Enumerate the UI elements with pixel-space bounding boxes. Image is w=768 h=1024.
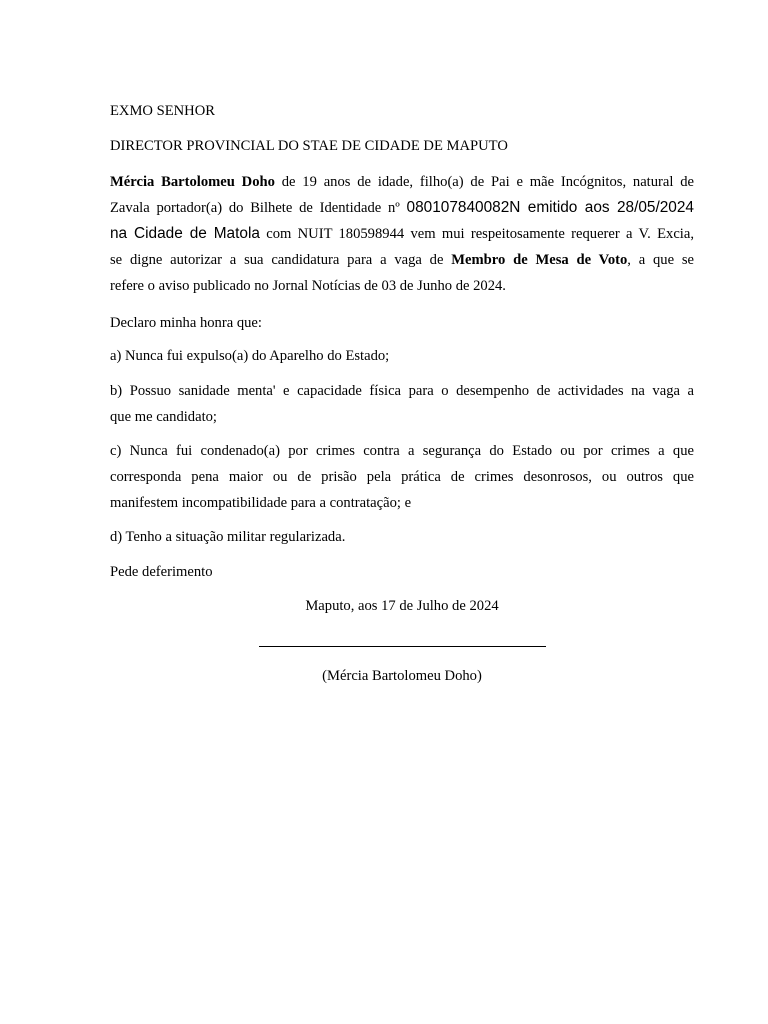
signature-name: (Mércia Bartolomeu Doho) [322,668,482,684]
issue-place: na Cidade de Matola [110,225,260,242]
signature-line [259,646,546,647]
declaration-intro: Declaro minha honra que: [110,315,262,331]
item-d: d) Tenho a situação militar regularizada. [110,529,346,545]
recipient: DIRECTOR PROVINCIAL DO STAE DE CIDADE DE MAPUTO [110,138,508,154]
intro-line-5: refere o aviso publicado no Jornal Notícias de 03 de Junho de 2024. [110,278,506,294]
applicant-name: Mércia Bartolomeu Doho [110,174,275,190]
intro-line-4: se digne autorizar a sua candidatura para a vaga de Membro de Mesa de Voto, a que se [110,252,695,268]
item-c: c) Nunca fui condenado(a) por crimes contra a segurança do Estado ou por crimes a que corresponda pena maior ou de prisão pela prática de crimes desonrosos, ou outros que manifestem incompatibilidade para a contratação; e [110,443,694,511]
closing: Pede deferimento [110,564,213,580]
item-a: a) Nunca fui expulso(a) do Aparelho do Estado; [110,348,390,364]
intro-line-1: Mércia Bartolomeu Doho de 19 anos de idade, filho(a) de Pai e mãe Incógnitos, natural de [110,174,695,190]
item-b: b) Possuo sanidade menta' e capacidade física para o desempenho de actividades na vaga a que me candidato; [110,383,694,425]
intro-line-2: Zavala portador(a) do Bilhete de Identidade nº 080107840082N emitido aos 28/05/2024 [110,199,694,216]
intro-paragraph [110,173,694,303]
intro-line-3: na Cidade de Matola com NUIT 180598944 vem mui respeitosamente requerer a V. Excia, [110,225,694,242]
salutation: EXMO SENHOR [110,103,215,119]
id-number: 080107840082N emitido aos 28/05/2024 [406,199,694,216]
place-date: Maputo, aos 17 de Julho de 2024 [305,598,499,614]
position-name: Membro de Mesa de Voto [451,252,628,268]
